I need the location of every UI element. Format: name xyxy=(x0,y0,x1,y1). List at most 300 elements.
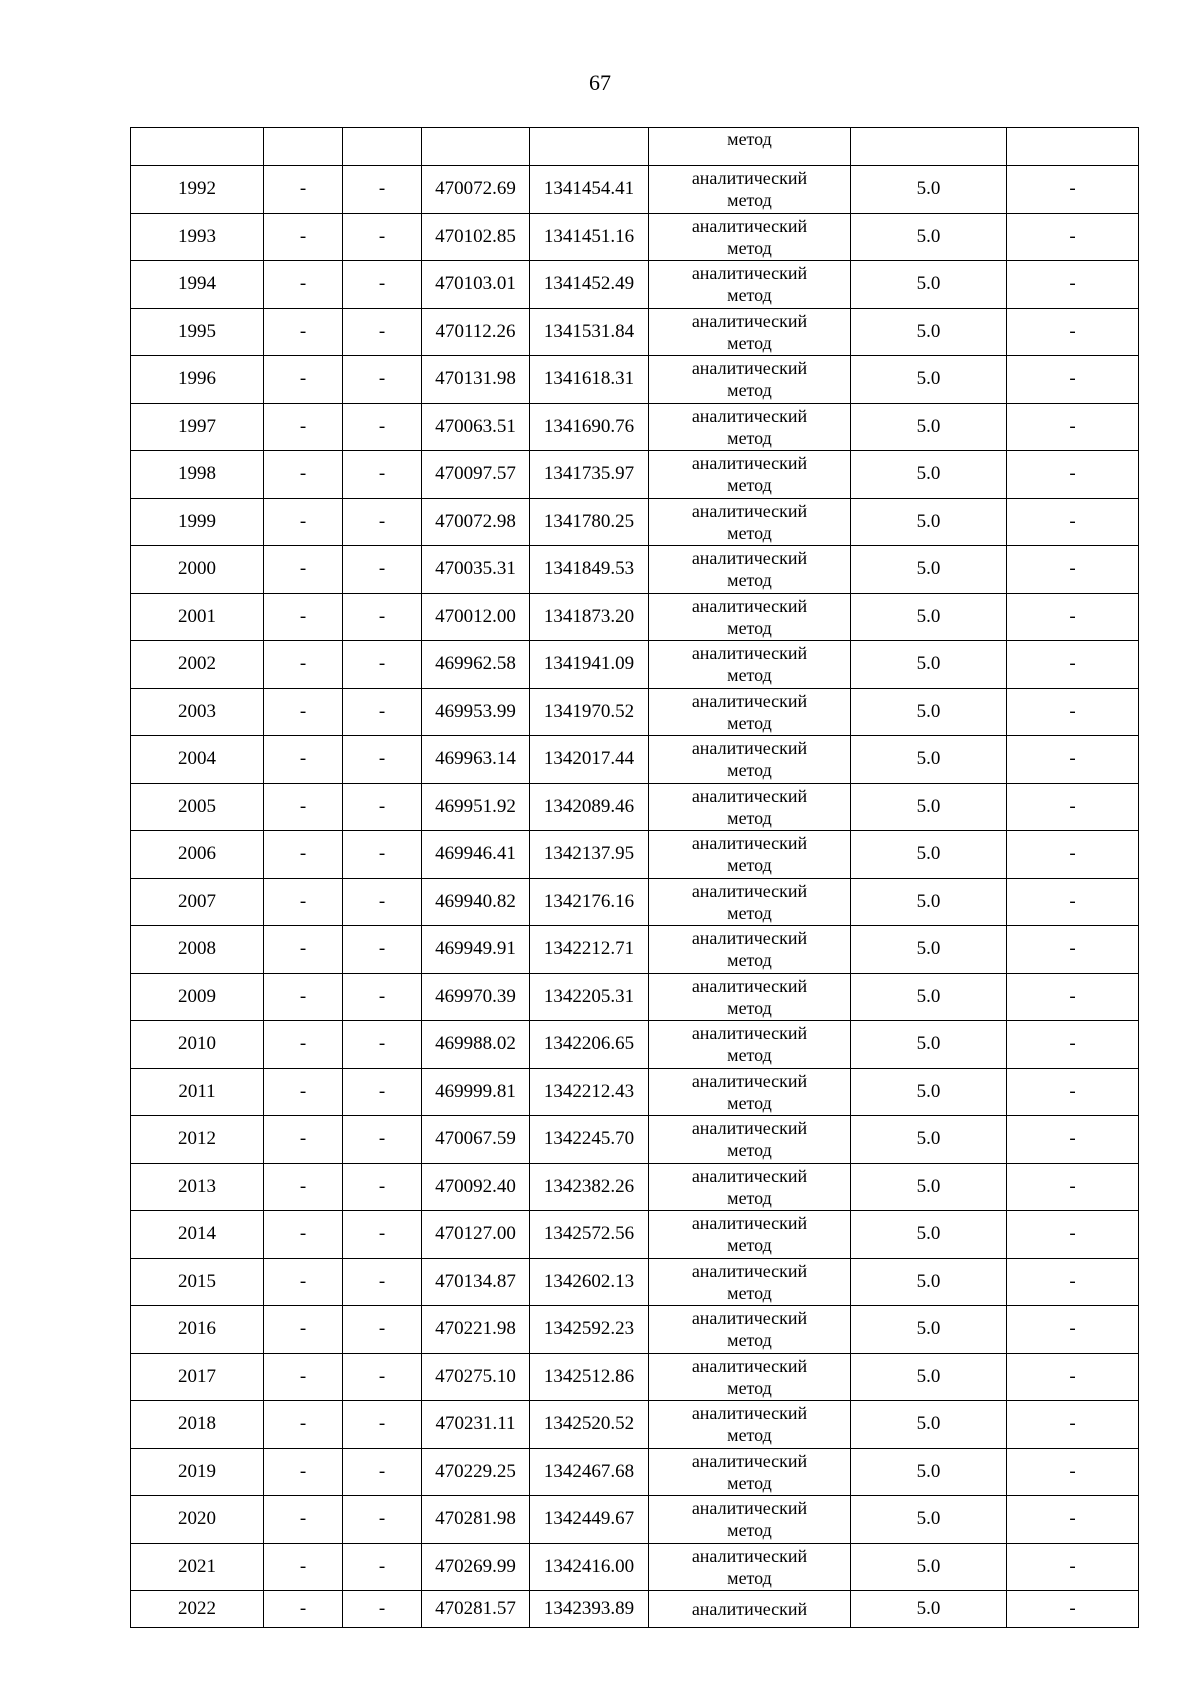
cell-method xyxy=(649,1021,851,1069)
cell-col3: - xyxy=(343,261,422,309)
cell-col3: - xyxy=(343,1496,422,1544)
cell-col2: - xyxy=(264,1021,343,1069)
cell-empty xyxy=(422,128,530,166)
cell-method xyxy=(649,166,851,214)
cell-point-number: 2013 xyxy=(131,1163,264,1211)
cell-col2: - xyxy=(264,1116,343,1164)
cell-col3: - xyxy=(343,736,422,784)
cell-accuracy: 5.0 xyxy=(851,1306,1007,1354)
cell-point-number: 1997 xyxy=(131,403,264,451)
table-row xyxy=(131,166,1139,214)
method-text: аналитический xyxy=(691,1498,808,1519)
cell-col3: - xyxy=(343,1116,422,1164)
cell-method xyxy=(649,498,851,546)
method-text: аналитический xyxy=(691,833,808,854)
method-text: аналитический xyxy=(691,1599,808,1619)
cell-col3: - xyxy=(343,403,422,451)
cell-col2: - xyxy=(264,403,343,451)
cell-col2: - xyxy=(264,1543,343,1591)
cell-point-number: 2009 xyxy=(131,973,264,1021)
cell-point-number: 2020 xyxy=(131,1496,264,1544)
cell-note: - xyxy=(1007,783,1139,831)
cell-accuracy: 5.0 xyxy=(851,641,1007,689)
cell-accuracy: 5.0 xyxy=(851,308,1007,356)
cell-method xyxy=(649,688,851,736)
cell-method xyxy=(649,1163,851,1211)
cell-note: - xyxy=(1007,1163,1139,1211)
cell-y: 1342089.46 xyxy=(530,783,649,831)
cell-point-number: 2002 xyxy=(131,641,264,689)
method-text: аналитический xyxy=(691,215,808,236)
cell-note: - xyxy=(1007,546,1139,594)
cell-method xyxy=(649,403,851,451)
cell-col3: - xyxy=(343,926,422,974)
cell-col3: - xyxy=(343,641,422,689)
table-row xyxy=(131,1591,1139,1628)
cell-x: 470035.31 xyxy=(422,546,530,594)
cell-col2: - xyxy=(264,546,343,594)
table-row xyxy=(131,261,1139,309)
cell-col3: - xyxy=(343,1163,422,1211)
cell-x: 470229.25 xyxy=(422,1448,530,1496)
cell-col2: - xyxy=(264,1401,343,1449)
table-row xyxy=(131,213,1139,261)
method-text: метод xyxy=(727,1472,772,1493)
cell-empty xyxy=(264,128,343,166)
cell-accuracy: 5.0 xyxy=(851,1591,1007,1628)
cell-point-number: 2019 xyxy=(131,1448,264,1496)
cell-x: 470063.51 xyxy=(422,403,530,451)
cell-x: 469953.99 xyxy=(422,688,530,736)
cell-col2: - xyxy=(264,451,343,499)
cell-accuracy: 5.0 xyxy=(851,926,1007,974)
cell-note: - xyxy=(1007,166,1139,214)
method-text: метод xyxy=(727,285,772,306)
cell-note: - xyxy=(1007,451,1139,499)
cell-y: 1342137.95 xyxy=(530,831,649,879)
cell-method xyxy=(649,783,851,831)
cell-x: 470281.98 xyxy=(422,1496,530,1544)
cell-note: - xyxy=(1007,403,1139,451)
cell-x: 470012.00 xyxy=(422,593,530,641)
cell-note: - xyxy=(1007,308,1139,356)
table-row xyxy=(131,356,1139,404)
cell-col2: - xyxy=(264,641,343,689)
method-text: метод xyxy=(727,902,772,923)
method-text: метод xyxy=(727,1567,772,1588)
cell-y: 1341941.09 xyxy=(530,641,649,689)
cell-col2: - xyxy=(264,1163,343,1211)
table-row xyxy=(131,1496,1139,1544)
cell-method xyxy=(649,1591,851,1628)
cell-point-number: 2008 xyxy=(131,926,264,974)
cell-point-number: 2003 xyxy=(131,688,264,736)
cell-col3: - xyxy=(343,308,422,356)
method-text: аналитический xyxy=(691,548,808,569)
table-row xyxy=(131,308,1139,356)
cell-accuracy: 5.0 xyxy=(851,1211,1007,1259)
method-text: метод xyxy=(727,950,772,971)
cell-y: 1342205.31 xyxy=(530,973,649,1021)
cell-empty xyxy=(131,128,264,166)
cell-point-number: 1998 xyxy=(131,451,264,499)
table-row xyxy=(131,1116,1139,1164)
cell-x: 470092.40 xyxy=(422,1163,530,1211)
cell-x: 470103.01 xyxy=(422,261,530,309)
cell-y: 1342245.70 xyxy=(530,1116,649,1164)
method-text: метод xyxy=(727,332,772,353)
method-text: метод xyxy=(727,665,772,686)
method-text: метод xyxy=(727,1425,772,1446)
cell-note: - xyxy=(1007,973,1139,1021)
cell-y: 1342176.16 xyxy=(530,878,649,926)
cell-x: 469951.92 xyxy=(422,783,530,831)
cell-point-number: 2001 xyxy=(131,593,264,641)
cell-x: 470131.98 xyxy=(422,356,530,404)
method-text: метод xyxy=(727,855,772,876)
cell-note: - xyxy=(1007,1591,1139,1628)
cell-col3: - xyxy=(343,831,422,879)
cell-accuracy: 5.0 xyxy=(851,736,1007,784)
cell-y: 1342467.68 xyxy=(530,1448,649,1496)
table-row xyxy=(131,736,1139,784)
cell-col3: - xyxy=(343,1401,422,1449)
cell-note: - xyxy=(1007,1068,1139,1116)
method-text: метод xyxy=(727,1140,772,1161)
cell-point-number: 2006 xyxy=(131,831,264,879)
coordinates-table xyxy=(130,127,1139,1628)
cell-y: 1341849.53 xyxy=(530,546,649,594)
cell-y: 1342449.67 xyxy=(530,1496,649,1544)
cell-col3: - xyxy=(343,1211,422,1259)
cell-empty xyxy=(1007,128,1139,166)
cell-point-number: 2016 xyxy=(131,1306,264,1354)
method-text: аналитический xyxy=(691,738,808,759)
cell-note: - xyxy=(1007,498,1139,546)
cell-method xyxy=(649,1306,851,1354)
method-text: аналитический xyxy=(691,595,808,616)
cell-accuracy: 5.0 xyxy=(851,1116,1007,1164)
method-text: метод xyxy=(727,1092,772,1113)
cell-accuracy: 5.0 xyxy=(851,166,1007,214)
table-row xyxy=(131,498,1139,546)
cell-point-number: 2010 xyxy=(131,1021,264,1069)
table-row xyxy=(131,878,1139,926)
method-text: аналитический xyxy=(691,975,808,996)
method-text: метод xyxy=(727,570,772,591)
table-row xyxy=(131,1353,1139,1401)
table-row xyxy=(131,1021,1139,1069)
cell-note: - xyxy=(1007,261,1139,309)
cell-y: 1341873.20 xyxy=(530,593,649,641)
cell-point-number: 2015 xyxy=(131,1258,264,1306)
cell-y: 1341970.52 xyxy=(530,688,649,736)
cell-note: - xyxy=(1007,641,1139,689)
cell-x: 470067.59 xyxy=(422,1116,530,1164)
cell-y: 1342206.65 xyxy=(530,1021,649,1069)
cell-method-tail xyxy=(649,128,851,166)
method-text: аналитический xyxy=(691,1070,808,1091)
method-text: аналитический xyxy=(691,1023,808,1044)
cell-empty xyxy=(343,128,422,166)
table-row xyxy=(131,1543,1139,1591)
cell-col3: - xyxy=(343,973,422,1021)
cell-y: 1341451.16 xyxy=(530,213,649,261)
cell-note: - xyxy=(1007,593,1139,641)
method-text: метод xyxy=(727,712,772,733)
method-text: аналитический xyxy=(691,310,808,331)
method-text: аналитический xyxy=(691,1450,808,1471)
cell-accuracy: 5.0 xyxy=(851,546,1007,594)
method-text: аналитический xyxy=(691,1165,808,1186)
cell-y: 1341452.49 xyxy=(530,261,649,309)
cell-x: 470127.00 xyxy=(422,1211,530,1259)
method-text: метод xyxy=(727,380,772,401)
cell-col3: - xyxy=(343,1353,422,1401)
cell-col2: - xyxy=(264,261,343,309)
cell-y: 1342382.26 xyxy=(530,1163,649,1211)
table-row xyxy=(131,451,1139,499)
cell-accuracy: 5.0 xyxy=(851,1543,1007,1591)
method-text: аналитический xyxy=(691,690,808,711)
cell-col3: - xyxy=(343,546,422,594)
cell-y: 1342602.13 xyxy=(530,1258,649,1306)
cell-method xyxy=(649,1116,851,1164)
method-text: аналитический xyxy=(691,1403,808,1424)
table-row-continuation xyxy=(131,128,1139,166)
method-text: метод xyxy=(727,1187,772,1208)
cell-method xyxy=(649,926,851,974)
method-text: метод xyxy=(727,237,772,258)
cell-col3: - xyxy=(343,166,422,214)
cell-col3: - xyxy=(343,1591,422,1628)
cell-col3: - xyxy=(343,356,422,404)
cell-col3: - xyxy=(343,878,422,926)
method-text: метод xyxy=(727,1330,772,1351)
cell-method xyxy=(649,973,851,1021)
cell-note: - xyxy=(1007,688,1139,736)
cell-col2: - xyxy=(264,593,343,641)
cell-x: 470102.85 xyxy=(422,213,530,261)
method-text: метод xyxy=(727,1520,772,1541)
cell-method xyxy=(649,1543,851,1591)
method-text: аналитический xyxy=(691,500,808,521)
table-row xyxy=(131,403,1139,451)
cell-point-number: 2017 xyxy=(131,1353,264,1401)
cell-accuracy: 5.0 xyxy=(851,1353,1007,1401)
table-row xyxy=(131,641,1139,689)
method-text: метод xyxy=(727,760,772,781)
cell-x: 470269.99 xyxy=(422,1543,530,1591)
cell-x: 469949.91 xyxy=(422,926,530,974)
cell-accuracy: 5.0 xyxy=(851,403,1007,451)
table-row xyxy=(131,688,1139,736)
method-text: метод xyxy=(727,190,772,211)
cell-y: 1342592.23 xyxy=(530,1306,649,1354)
cell-col2: - xyxy=(264,878,343,926)
cell-accuracy: 5.0 xyxy=(851,593,1007,641)
cell-x: 470281.57 xyxy=(422,1591,530,1628)
cell-x: 470112.26 xyxy=(422,308,530,356)
cell-y: 1342416.00 xyxy=(530,1543,649,1591)
cell-point-number: 1992 xyxy=(131,166,264,214)
cell-x: 469940.82 xyxy=(422,878,530,926)
cell-accuracy: 5.0 xyxy=(851,783,1007,831)
cell-accuracy: 5.0 xyxy=(851,1163,1007,1211)
cell-point-number: 2022 xyxy=(131,1591,264,1628)
cell-accuracy: 5.0 xyxy=(851,878,1007,926)
cell-y: 1341690.76 xyxy=(530,403,649,451)
cell-y: 1342572.56 xyxy=(530,1211,649,1259)
cell-note: - xyxy=(1007,1448,1139,1496)
cell-method xyxy=(649,1068,851,1116)
method-text: аналитический xyxy=(691,1118,808,1139)
cell-note: - xyxy=(1007,1116,1139,1164)
cell-y: 1341780.25 xyxy=(530,498,649,546)
cell-method xyxy=(649,736,851,784)
cell-note: - xyxy=(1007,878,1139,926)
cell-accuracy: 5.0 xyxy=(851,831,1007,879)
method-text: метод xyxy=(727,997,772,1018)
cell-note: - xyxy=(1007,1258,1139,1306)
cell-col2: - xyxy=(264,736,343,784)
cell-accuracy: 5.0 xyxy=(851,1496,1007,1544)
cell-col2: - xyxy=(264,1306,343,1354)
cell-accuracy: 5.0 xyxy=(851,261,1007,309)
cell-note: - xyxy=(1007,1306,1139,1354)
cell-col2: - xyxy=(264,1258,343,1306)
cell-note: - xyxy=(1007,356,1139,404)
cell-method xyxy=(649,1448,851,1496)
method-text: аналитический xyxy=(691,643,808,664)
cell-col3: - xyxy=(343,1068,422,1116)
cell-method xyxy=(649,1401,851,1449)
cell-point-number: 2014 xyxy=(131,1211,264,1259)
method-text: аналитический xyxy=(691,1355,808,1376)
cell-col3: - xyxy=(343,451,422,499)
method-text: метод xyxy=(727,1235,772,1256)
cell-note: - xyxy=(1007,1401,1139,1449)
cell-accuracy: 5.0 xyxy=(851,1021,1007,1069)
cell-method xyxy=(649,356,851,404)
table-row xyxy=(131,973,1139,1021)
method-text: метод xyxy=(727,1377,772,1398)
cell-method xyxy=(649,831,851,879)
cell-accuracy: 5.0 xyxy=(851,498,1007,546)
cell-y: 1342212.71 xyxy=(530,926,649,974)
cell-method xyxy=(649,593,851,641)
cell-accuracy: 5.0 xyxy=(851,1448,1007,1496)
cell-point-number: 1993 xyxy=(131,213,264,261)
cell-y: 1342017.44 xyxy=(530,736,649,784)
cell-note: - xyxy=(1007,1496,1139,1544)
cell-y: 1341735.97 xyxy=(530,451,649,499)
cell-y: 1341531.84 xyxy=(530,308,649,356)
cell-method xyxy=(649,261,851,309)
cell-x: 469946.41 xyxy=(422,831,530,879)
method-text: аналитический xyxy=(691,1213,808,1234)
cell-y: 1342212.43 xyxy=(530,1068,649,1116)
cell-x: 469999.81 xyxy=(422,1068,530,1116)
cell-empty xyxy=(851,128,1007,166)
cell-col3: - xyxy=(343,783,422,831)
cell-y: 1341618.31 xyxy=(530,356,649,404)
table-row xyxy=(131,1211,1139,1259)
cell-col2: - xyxy=(264,973,343,1021)
table-row xyxy=(131,1258,1139,1306)
method-text: аналитический xyxy=(691,785,808,806)
method-text: аналитический xyxy=(691,263,808,284)
cell-col3: - xyxy=(343,1543,422,1591)
cell-note: - xyxy=(1007,831,1139,879)
method-text: аналитический xyxy=(691,168,808,189)
method-text: метод xyxy=(727,1282,772,1303)
cell-x: 469988.02 xyxy=(422,1021,530,1069)
cell-note: - xyxy=(1007,926,1139,974)
method-text: аналитический xyxy=(691,1260,808,1281)
cell-accuracy: 5.0 xyxy=(851,1258,1007,1306)
cell-col2: - xyxy=(264,356,343,404)
cell-method xyxy=(649,1496,851,1544)
page-number: 67 xyxy=(589,70,611,95)
cell-accuracy: 5.0 xyxy=(851,1401,1007,1449)
method-text: аналитический xyxy=(691,880,808,901)
cell-accuracy: 5.0 xyxy=(851,451,1007,499)
cell-x: 469970.39 xyxy=(422,973,530,1021)
cell-accuracy: 5.0 xyxy=(851,1068,1007,1116)
cell-col2: - xyxy=(264,1068,343,1116)
cell-col3: - xyxy=(343,1306,422,1354)
cell-x: 470221.98 xyxy=(422,1306,530,1354)
method-text: аналитический xyxy=(691,358,808,379)
cell-method xyxy=(649,878,851,926)
cell-point-number: 1995 xyxy=(131,308,264,356)
method-text: метод xyxy=(727,807,772,828)
table-row xyxy=(131,1163,1139,1211)
cell-col3: - xyxy=(343,1021,422,1069)
method-text: метод xyxy=(727,427,772,448)
cell-point-number: 2012 xyxy=(131,1116,264,1164)
cell-empty xyxy=(530,128,649,166)
cell-col2: - xyxy=(264,1211,343,1259)
method-text: аналитический xyxy=(691,928,808,949)
cell-note: - xyxy=(1007,1543,1139,1591)
table-row xyxy=(131,926,1139,974)
method-text: аналитический xyxy=(691,453,808,474)
table-row xyxy=(131,1448,1139,1496)
cell-col2: - xyxy=(264,166,343,214)
cell-col3: - xyxy=(343,213,422,261)
cell-x: 469962.58 xyxy=(422,641,530,689)
cell-col3: - xyxy=(343,1448,422,1496)
cell-y: 1341454.41 xyxy=(530,166,649,214)
cell-col2: - xyxy=(264,1448,343,1496)
cell-y: 1342512.86 xyxy=(530,1353,649,1401)
method-text: аналитический xyxy=(691,1308,808,1329)
table-body xyxy=(131,128,1139,1628)
cell-x: 470275.10 xyxy=(422,1353,530,1401)
cell-col2: - xyxy=(264,926,343,974)
cell-col2: - xyxy=(264,783,343,831)
cell-method xyxy=(649,451,851,499)
cell-method xyxy=(649,641,851,689)
cell-col2: - xyxy=(264,1353,343,1401)
cell-col2: - xyxy=(264,1496,343,1544)
cell-point-number: 1996 xyxy=(131,356,264,404)
cell-method xyxy=(649,213,851,261)
cell-col2: - xyxy=(264,688,343,736)
table-row xyxy=(131,546,1139,594)
